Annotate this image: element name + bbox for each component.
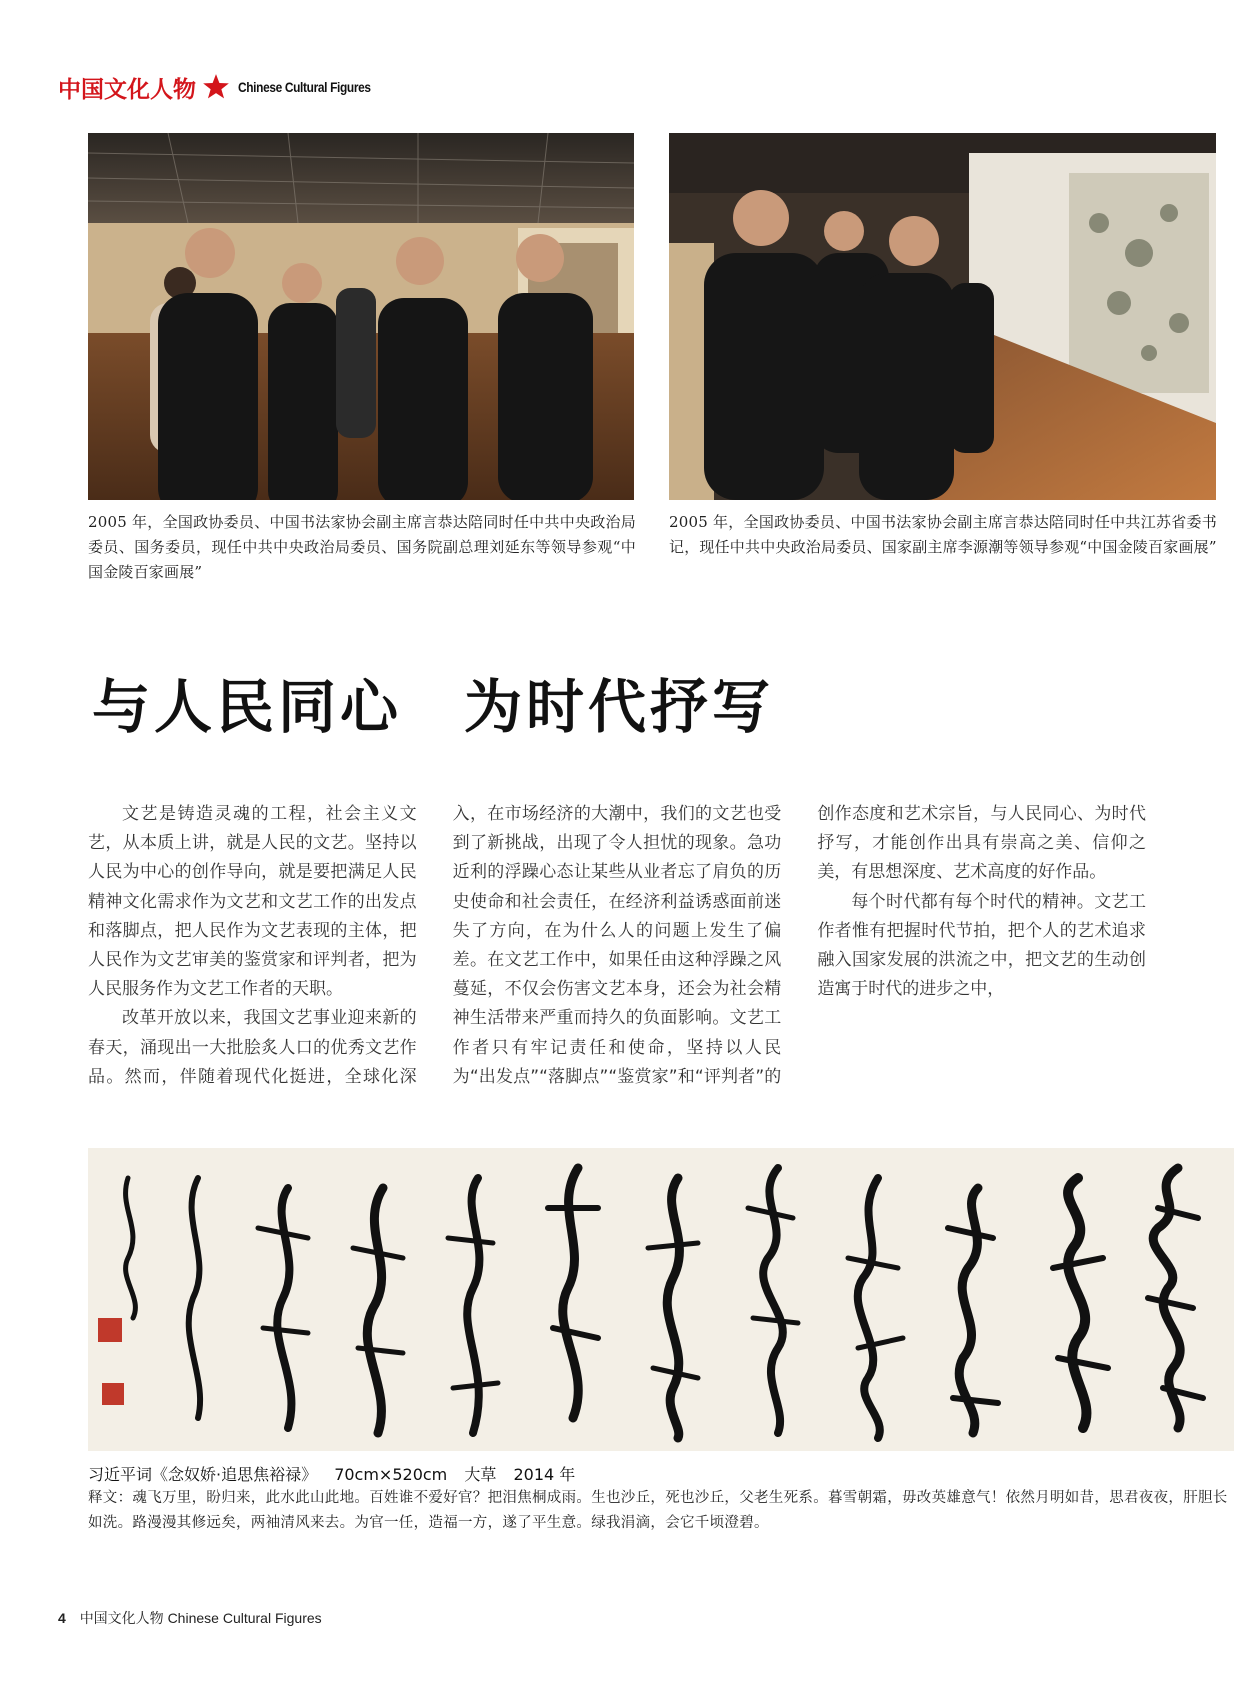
artwork-transcription: 释文：魂飞万里，盼归来，此水此山此地。百姓谁不爱好官？把泪焦桐成雨。生也沙丘，死也沙丘，父老生死系。暮雪朝霜，毋改英雄意气！依然月明如昔，思君夜夜，肝胆长如洗。路漫漫其修远矣，两袖清风来去。为官一任，造福一方，遂了平生意。绿我涓滴，会它千顷澄碧。 xyxy=(88,1490,1228,1531)
photo-caption-right: 2005 年，全国政协委员、中国书法家协会副主席言恭达陪同时任中共江苏省委书记，现任中共中央政治局委员、国家副主席李源潮等领导参观“中国金陵百家画展” xyxy=(669,513,1217,556)
magazine-logo-cn: 中国文化人物 xyxy=(58,75,196,103)
artwork-title-line xyxy=(88,1462,587,1485)
magazine-logo-en: Chinese Cultural Figures xyxy=(238,79,371,95)
article-paragraph: 每个时代都有每个时代的精神。文艺工作者惟有把握时代节拍，把个人的艺术追求融入国家发展的洪流之中，把文艺的生动创造寓于时代的进步之中， xyxy=(817,891,1146,1000)
article-title: 与人民同心 为时代抒写 xyxy=(92,673,775,741)
calligraphy-artwork xyxy=(88,1148,1234,1451)
article-body xyxy=(88,800,1146,1100)
artwork-year: 2014 年 xyxy=(513,1465,576,1484)
article-paragraph: 文艺是铸造灵魂的工程，社会主义文艺，从本质上讲，就是人民的文艺。坚持以人民为中心的创作导向，就是要把满足人民精神文化需求作为文艺和文艺工作的出发点和落脚点，把人民作为文艺表现的主体，把人民作为文艺审美的鉴赏家和评判者，把为人民服务作为文艺工作者的天职。 xyxy=(88,804,417,1000)
article-paragraph: 改革开放以来，我国文艺事业迎来新的春天，涌现出一大批脍炙人口的优秀文艺作品。然而，伴随着现代化挺进，全球化深入，在市场经济的大潮中，我们的文艺也受到了新挑战，出现了令人担忧的现象。急功近利的浮躁心态让某些从业者忘了肩负的历史使命和社会责任，在经济利益诱惑面前迷失了方向，在为什么人的问题上发生了偏差。在文艺工作中，如果任由这种浮躁之风蔓延，不仅会伤害文艺本身，还会为社会精神生活带来严重而持久的负面影响。文艺工作者只有牢记责任和使命，坚持以人民为“出发点”“落脚点”“鉴赏家”和“评判者”的创作态度和艺术宗旨，与人民同心、为时代抒写，才能创作出具有崇高之美、信仰之美，有思想深度、艺术高度的好作品。 xyxy=(88,804,1146,1087)
photo-exhibition-visit-right xyxy=(669,133,1216,500)
photo-exhibition-visit-left xyxy=(88,133,634,500)
photo-caption-left: 2005 年，全国政协委员、中国书法家协会副主席言恭达陪同时任中共中央政治局委员、国务委员，现任中共中央政治局委员、国务院副总理刘延东等领导参观“中国金陵百家画展” xyxy=(88,513,636,581)
page-number: 4 xyxy=(58,1610,66,1626)
artwork-size: 70cm×520cm xyxy=(334,1465,448,1484)
red-star-icon xyxy=(202,73,230,101)
page-footer xyxy=(58,1608,322,1628)
artwork-title: 习近平词《念奴娇·追思焦裕禄》 xyxy=(88,1465,318,1484)
footer-text: 中国文化人物 Chinese Cultural Figures xyxy=(79,1610,322,1626)
artwork-style: 大草 xyxy=(464,1465,497,1484)
magazine-header xyxy=(58,70,394,104)
